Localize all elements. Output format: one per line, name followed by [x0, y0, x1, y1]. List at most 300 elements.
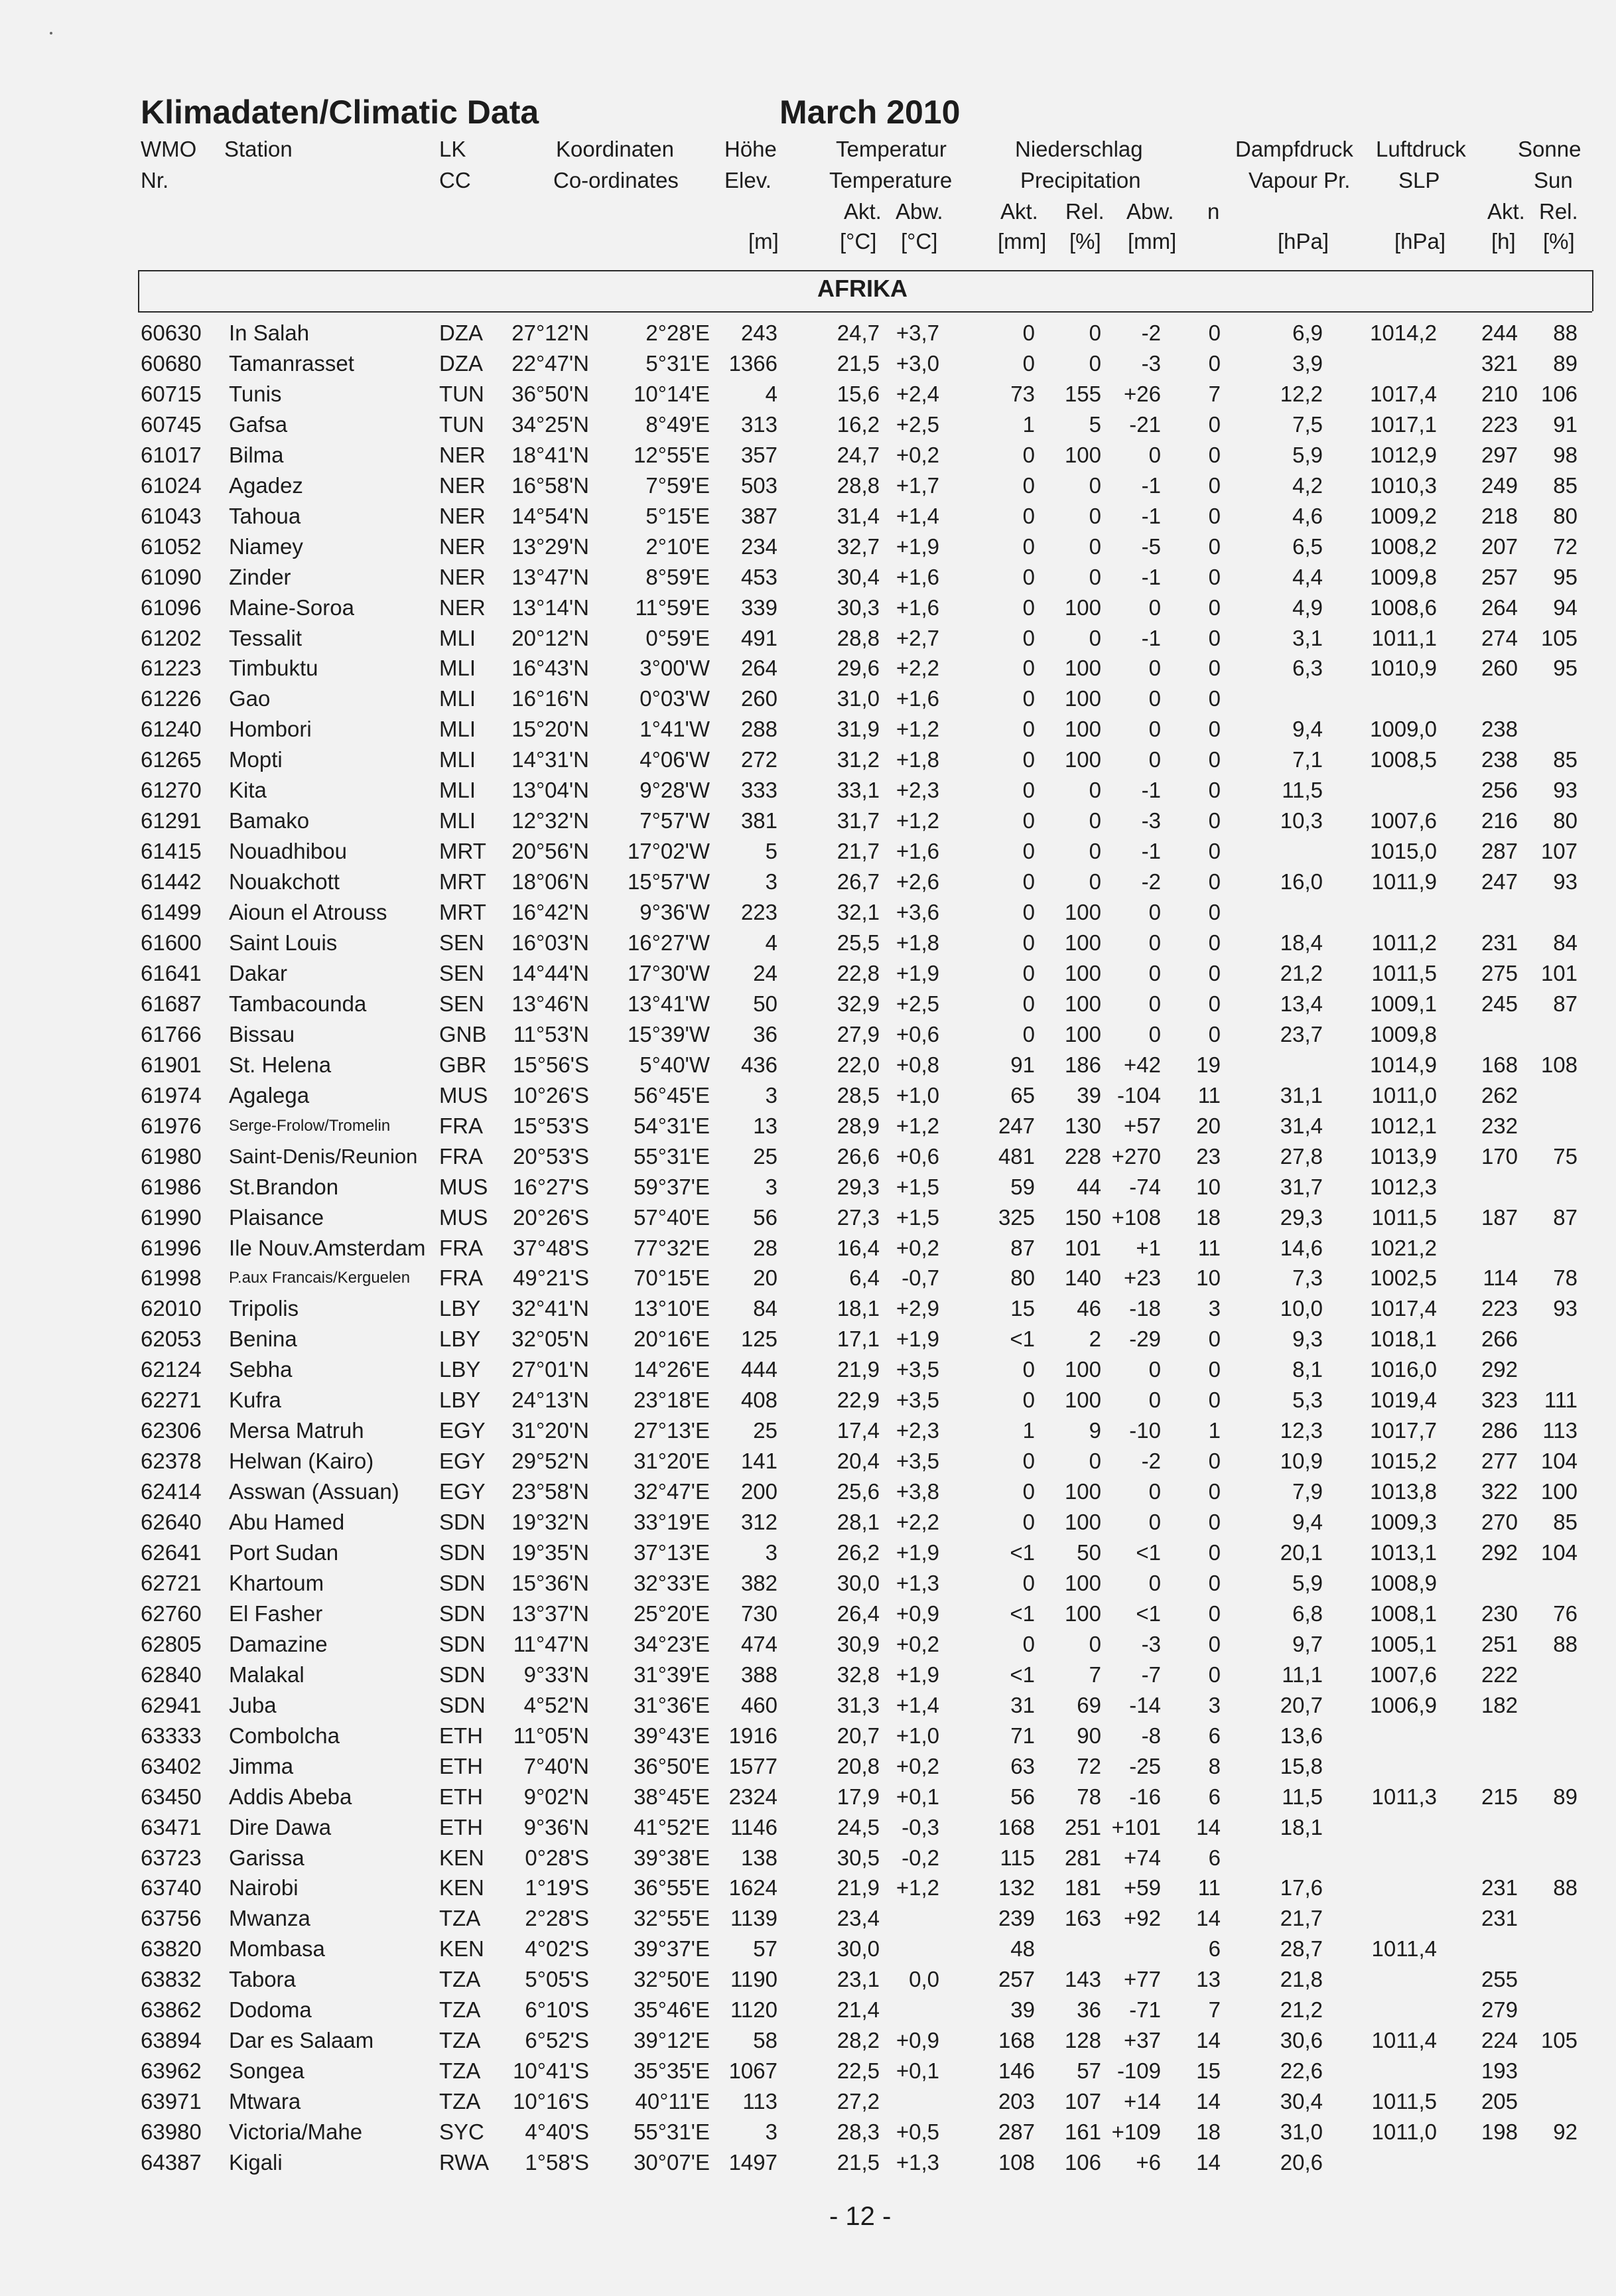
cell-n: 23: [1196, 1144, 1221, 1169]
cell-cc: NER: [439, 443, 486, 467]
cell-pdev: -21: [1129, 412, 1161, 437]
cell-temp: 32,8: [837, 1662, 880, 1687]
cell-cc: SDN: [439, 1510, 486, 1534]
cell-elev: 333: [740, 778, 777, 802]
cell-sunrel: 105: [1540, 626, 1578, 650]
cell-lon: 1°41'W: [640, 717, 710, 741]
cell-slp: 1013,9: [1370, 1144, 1437, 1169]
cell-n: 7: [1208, 1997, 1221, 2022]
cell-wmo: 63471: [141, 1815, 202, 1839]
cell-cc: TZA: [439, 2089, 481, 2114]
cell-slp: 1010,3: [1370, 473, 1437, 498]
cell-lon: 7°57'W: [640, 808, 710, 833]
cell-vp: 21,8: [1280, 1967, 1323, 1991]
cell-station: Mersa Matruh: [229, 1418, 364, 1443]
cell-pdev: 0: [1148, 747, 1161, 772]
cell-cc: MRT: [439, 900, 486, 924]
cell-tdev: +1,2: [896, 1875, 939, 1900]
cell-lat: 16°03'N: [511, 930, 589, 955]
cell-tdev: +2,3: [896, 778, 939, 802]
cell-n: 18: [1196, 2119, 1221, 2144]
cell-elev: 20: [753, 1265, 777, 1290]
cell-slp: 1008,5: [1370, 747, 1437, 772]
cell-prec: 287: [998, 2119, 1035, 2144]
cell-prec: 108: [998, 2150, 1035, 2175]
cell-n: 0: [1208, 1510, 1221, 1534]
cell-sun: 238: [1481, 717, 1518, 741]
cell-sunrel: 104: [1540, 1449, 1578, 1473]
cell-temp: 22,9: [837, 1388, 880, 1412]
cell-cc: FRA: [439, 1113, 483, 1138]
cell-lat: 14°54'N: [511, 504, 589, 528]
cell-lon: 32°33'E: [634, 1571, 710, 1595]
cell-wmo: 61998: [141, 1265, 202, 1290]
cell-sunrel: 108: [1540, 1052, 1578, 1077]
cell-station: Serge-Frolow/Tromelin: [229, 1117, 391, 1135]
cell-prec: 31: [1010, 1693, 1035, 1717]
cell-lat: 11°05'N: [513, 1723, 589, 1748]
cell-vp: 29,3: [1280, 1205, 1323, 1230]
cell-rel: 7: [1089, 1662, 1101, 1687]
cell-lon: 56°45'E: [634, 1083, 710, 1108]
cell-elev: 1577: [728, 1754, 777, 1778]
cell-lon: 33°19'E: [634, 1510, 710, 1534]
cell-vp: 9,4: [1292, 1510, 1323, 1534]
cell-pdev: +23: [1124, 1265, 1161, 1290]
cell-sunrel: 95: [1553, 565, 1578, 589]
cell-elev: 288: [740, 717, 777, 741]
cell-elev: 339: [740, 595, 777, 620]
cell-sun: 264: [1481, 595, 1518, 620]
cell-wmo: 62010: [141, 1296, 202, 1321]
cell-pdev: +77: [1124, 1967, 1161, 1991]
cell-pdev: 0: [1148, 1571, 1161, 1595]
scan-speck: [50, 32, 52, 35]
cell-cc: MLI: [439, 778, 476, 802]
cell-slp: 1013,8: [1370, 1479, 1437, 1504]
cell-wmo: 61990: [141, 1205, 202, 1230]
cell-lat: 13°46'N: [511, 991, 589, 1016]
cell-elev: 125: [740, 1327, 777, 1351]
cell-rel: 100: [1064, 1601, 1101, 1626]
cell-rel: 128: [1064, 2028, 1101, 2052]
header-vapour: Vapour Pr.: [1248, 168, 1351, 192]
cell-n: 0: [1208, 1449, 1221, 1473]
cell-temp: 30,0: [837, 1571, 880, 1595]
cell-elev: 25: [753, 1144, 777, 1169]
cell-vp: 7,1: [1292, 747, 1323, 772]
cell-wmo: 63832: [141, 1967, 202, 1991]
cell-sunrel: 87: [1553, 991, 1578, 1016]
cell-prec: 0: [1022, 321, 1035, 345]
cell-n: 14: [1196, 1906, 1221, 1930]
cell-tdev: +0,6: [896, 1022, 939, 1046]
cell-temp: 20,8: [837, 1754, 880, 1778]
cell-slp: 1015,0: [1370, 839, 1437, 863]
cell-temp: 31,9: [837, 717, 880, 741]
cell-slp: 1012,3: [1370, 1175, 1437, 1199]
cell-tdev: +2,2: [896, 656, 939, 680]
cell-vp: 5,3: [1292, 1388, 1323, 1412]
header-sun-akt: Akt.: [1487, 199, 1525, 224]
cell-tdev: +3,7: [896, 321, 939, 345]
cell-pdev: 0: [1148, 900, 1161, 924]
cell-sun: 231: [1481, 1906, 1518, 1930]
cell-lon: 32°47'E: [634, 1479, 710, 1504]
cell-slp: 1008,1: [1370, 1601, 1437, 1626]
cell-n: 0: [1208, 626, 1221, 650]
cell-elev: 24: [753, 961, 777, 985]
cell-prec: 146: [998, 2058, 1035, 2083]
cell-n: 14: [1196, 1815, 1221, 1839]
cell-slp: 1018,1: [1370, 1327, 1437, 1351]
cell-tdev: +1,9: [896, 961, 939, 985]
cell-wmo: 63402: [141, 1754, 202, 1778]
cell-tdev: -0,2: [902, 1845, 939, 1870]
cell-wmo: 62306: [141, 1418, 202, 1443]
cell-prec: 0: [1022, 626, 1035, 650]
cell-cc: LBY: [439, 1357, 481, 1382]
cell-slp: 1012,9: [1370, 443, 1437, 467]
cell-lon: 5°40'W: [640, 1052, 710, 1077]
cell-sun: 255: [1481, 1967, 1518, 1991]
cell-temp: 28,8: [837, 473, 880, 498]
cell-temp: 21,9: [837, 1875, 880, 1900]
cell-lat: 13°14'N: [511, 595, 589, 620]
cell-temp: 32,1: [837, 900, 880, 924]
cell-slp: 1011,0: [1371, 2119, 1437, 2144]
cell-elev: 36: [753, 1022, 777, 1046]
cell-pdev: +14: [1124, 2089, 1161, 2114]
cell-slp: 1002,5: [1370, 1265, 1437, 1290]
cell-prec: 325: [998, 1205, 1035, 1230]
cell-lat: 10°41'S: [513, 2058, 589, 2083]
cell-lat: 29°52'N: [511, 1449, 589, 1473]
cell-prec: 73: [1010, 382, 1035, 406]
cell-slp: 1011,2: [1371, 930, 1437, 955]
cell-wmo: 61901: [141, 1052, 202, 1077]
cell-pdev: -109: [1116, 2058, 1161, 2083]
cell-wmo: 60715: [141, 382, 202, 406]
cell-prec: 63: [1010, 1754, 1035, 1778]
cell-lat: 9°33'N: [523, 1662, 589, 1687]
cell-n: 0: [1208, 869, 1221, 894]
cell-temp: 22,5: [837, 2058, 880, 2083]
cell-sun: 168: [1481, 1052, 1518, 1077]
cell-elev: 5: [765, 839, 777, 863]
cell-prec: 257: [998, 1967, 1035, 1991]
cell-pdev: <1: [1136, 1601, 1161, 1626]
cell-temp: 26,4: [837, 1601, 880, 1626]
cell-station: Malakal: [229, 1662, 304, 1687]
cell-pdev: +57: [1124, 1113, 1161, 1138]
cell-station: Bamako: [229, 808, 310, 833]
cell-temp: 27,9: [837, 1022, 880, 1046]
cell-lat: 15°56'S: [513, 1052, 589, 1077]
cell-rel: 90: [1077, 1723, 1101, 1748]
cell-tdev: +0,9: [896, 2028, 939, 2052]
cell-tdev: +1,6: [896, 839, 939, 863]
cell-lon: 31°36'E: [634, 1693, 710, 1717]
cell-tdev: +0,2: [896, 1236, 939, 1260]
cell-rel: 0: [1089, 869, 1101, 894]
cell-station: Zinder: [229, 565, 291, 589]
cell-lon: 0°03'W: [640, 686, 710, 711]
cell-prec: 39: [1010, 1997, 1035, 2022]
cell-tdev: +1,4: [896, 1693, 939, 1717]
cell-prec: 0: [1022, 1357, 1035, 1382]
cell-lon: 14°26'E: [634, 1357, 710, 1382]
cell-wmo: 63962: [141, 2058, 202, 2083]
cell-elev: 1146: [730, 1815, 777, 1839]
cell-lat: 9°36'N: [523, 1815, 589, 1839]
cell-elev: 223: [740, 900, 777, 924]
cell-sunrel: 85: [1553, 473, 1578, 498]
cell-vp: 9,3: [1292, 1327, 1323, 1351]
cell-lon: 57°40'E: [634, 1205, 710, 1230]
cell-lat: 4°52'N: [523, 1693, 589, 1717]
cell-rel: 0: [1089, 808, 1101, 833]
cell-n: 0: [1208, 717, 1221, 741]
cell-station: Tabora: [229, 1967, 296, 1991]
cell-station: Hombori: [229, 717, 312, 741]
cell-vp: 13,4: [1280, 991, 1323, 1016]
cell-n: 0: [1208, 1388, 1221, 1412]
cell-rel: 107: [1064, 2089, 1101, 2114]
cell-lon: 16°27'W: [627, 930, 710, 955]
cell-lat: 27°12'N: [511, 321, 589, 345]
cell-prec: 1: [1022, 1418, 1035, 1443]
cell-slp: 1013,1: [1370, 1540, 1437, 1565]
cell-station: Kigali: [229, 2150, 283, 2175]
cell-tdev: -0,7: [902, 1265, 939, 1290]
cell-cc: MRT: [439, 839, 486, 863]
cell-sun: 257: [1481, 565, 1518, 589]
cell-n: 0: [1208, 1571, 1221, 1595]
cell-rel: 106: [1064, 2150, 1101, 2175]
cell-temp: 21,4: [837, 1997, 880, 2022]
cell-cc: ETH: [439, 1723, 483, 1748]
cell-sunrel: 111: [1544, 1388, 1578, 1412]
cell-elev: 272: [740, 747, 777, 772]
cell-wmo: 61766: [141, 1022, 202, 1046]
cell-wmo: 61223: [141, 656, 202, 680]
cell-pdev: -104: [1116, 1083, 1161, 1108]
cell-cc: SDN: [439, 1662, 486, 1687]
cell-vp: 4,2: [1292, 473, 1323, 498]
cell-sun: 216: [1481, 808, 1518, 833]
cell-cc: TZA: [439, 2028, 481, 2052]
cell-tdev: +0,2: [896, 443, 939, 467]
cell-station: El Fasher: [229, 1601, 323, 1626]
cell-slp: 1009,0: [1370, 717, 1437, 741]
cell-lat: 14°31'N: [511, 747, 589, 772]
cell-temp: 24,5: [837, 1815, 880, 1839]
cell-prec: 0: [1022, 443, 1035, 467]
cell-tdev: +3,6: [896, 900, 939, 924]
cell-prec: 0: [1022, 961, 1035, 985]
cell-station: Timbuktu: [229, 656, 318, 680]
cell-elev: 460: [740, 1693, 777, 1717]
cell-lon: 23°18'E: [634, 1388, 710, 1412]
cell-rel: 101: [1064, 1236, 1101, 1260]
cell-lat: 32°41'N: [511, 1296, 589, 1321]
cell-sunrel: 113: [1542, 1418, 1578, 1443]
cell-tdev: +1,3: [896, 2150, 939, 2175]
cell-temp: 31,2: [837, 747, 880, 772]
cell-lon: 70°15'E: [634, 1265, 710, 1290]
cell-sunrel: 72: [1553, 534, 1578, 559]
cell-sun: 249: [1481, 473, 1518, 498]
cell-lon: 8°49'E: [645, 412, 710, 437]
cell-tdev: +2,7: [896, 626, 939, 650]
cell-sunrel: 89: [1553, 1784, 1578, 1809]
cell-temp: 28,3: [837, 2119, 880, 2144]
cell-pdev: -3: [1141, 351, 1161, 376]
cell-lat: 13°37'N: [511, 1601, 589, 1626]
cell-pdev: -16: [1129, 1784, 1161, 1809]
cell-lat: 6°10'S: [525, 1997, 589, 2022]
cell-rel: 100: [1064, 656, 1101, 680]
cell-station: Khartoum: [229, 1571, 324, 1595]
cell-rel: 36: [1077, 1997, 1101, 2022]
cell-prec: 0: [1022, 595, 1035, 620]
cell-elev: 730: [740, 1601, 777, 1626]
cell-elev: 200: [740, 1479, 777, 1504]
cell-cc: TZA: [439, 1997, 481, 2022]
cell-wmo: 61240: [141, 717, 202, 741]
cell-n: 11: [1197, 1083, 1221, 1108]
cell-cc: SDN: [439, 1693, 486, 1717]
cell-sunrel: 78: [1553, 1265, 1578, 1290]
cell-lon: 39°38'E: [634, 1845, 710, 1870]
cell-rel: 100: [1064, 443, 1101, 467]
cell-prec: 0: [1022, 930, 1035, 955]
cell-elev: 387: [740, 504, 777, 528]
cell-n: 0: [1208, 808, 1221, 833]
cell-temp: 32,9: [837, 991, 880, 1016]
cell-lat: 9°02'N: [523, 1784, 589, 1809]
cell-rel: 130: [1064, 1113, 1101, 1138]
cell-tdev: +1,8: [896, 747, 939, 772]
cell-lat: 49°21'S: [513, 1265, 589, 1290]
cell-wmo: 62721: [141, 1571, 202, 1595]
cell-n: 14: [1196, 2028, 1221, 2052]
cell-lat: 16°43'N: [511, 656, 589, 680]
cell-temp: 21,5: [837, 351, 880, 376]
cell-station: St.Brandon: [229, 1175, 339, 1199]
cell-cc: LBY: [439, 1388, 481, 1412]
cell-slp: 1009,1: [1370, 991, 1437, 1016]
cell-sun: 205: [1481, 2089, 1518, 2114]
cell-vp: 31,0: [1280, 2119, 1323, 2144]
cell-n: 3: [1208, 1296, 1221, 1321]
cell-elev: 453: [740, 565, 777, 589]
cell-lon: 31°20'E: [634, 1449, 710, 1473]
cell-wmo: 61052: [141, 534, 202, 559]
cell-wmo: 61442: [141, 869, 202, 894]
cell-rel: 0: [1089, 351, 1101, 376]
cell-tdev: +1,9: [896, 1662, 939, 1687]
cell-station: Kufra: [229, 1388, 281, 1412]
cell-wmo: 63333: [141, 1723, 202, 1748]
cell-n: 8: [1208, 1754, 1221, 1778]
cell-lat: 5°05'S: [525, 1967, 589, 1991]
cell-sun: 245: [1481, 991, 1518, 1016]
cell-wmo: 63756: [141, 1906, 202, 1930]
cell-cc: GNB: [439, 1022, 487, 1046]
cell-lat: 20°26'S: [513, 1205, 589, 1230]
cell-station: Addis Abeba: [229, 1784, 352, 1809]
cell-station: Helwan (Kairo): [229, 1449, 374, 1473]
cell-lon: 40°11'E: [635, 2089, 710, 2114]
header-coordinates: Co-ordinates: [553, 168, 679, 192]
cell-pdev: 0: [1148, 656, 1161, 680]
cell-elev: 1366: [728, 351, 777, 376]
cell-prec: 15: [1010, 1296, 1035, 1321]
header-prec-akt: Akt.: [1000, 199, 1038, 224]
cell-wmo: 61687: [141, 991, 202, 1016]
header-nr: Nr.: [141, 168, 169, 192]
cell-prec: 0: [1022, 1510, 1035, 1534]
cell-cc: NER: [439, 565, 486, 589]
cell-lon: 0°59'E: [645, 626, 710, 650]
cell-rel: 100: [1064, 717, 1101, 741]
cell-pdev: -3: [1141, 808, 1161, 833]
cell-wmo: 62760: [141, 1601, 202, 1626]
cell-sun: 223: [1481, 412, 1518, 437]
header-niederschlag: Niederschlag: [1015, 137, 1143, 161]
cell-rel: 0: [1089, 534, 1101, 559]
cell-n: 1: [1208, 1418, 1221, 1443]
cell-temp: 24,7: [837, 321, 880, 345]
cell-lon: 77°32'E: [634, 1236, 710, 1260]
section-divider: [138, 311, 1592, 313]
cell-rel: 140: [1064, 1265, 1101, 1290]
cell-cc: MLI: [439, 686, 476, 711]
cell-elev: 113: [742, 2089, 777, 2114]
cell-wmo: 61600: [141, 930, 202, 955]
cell-elev: 382: [740, 1571, 777, 1595]
cell-station: Tripolis: [229, 1296, 299, 1321]
cell-n: 14: [1196, 2150, 1221, 2175]
cell-sunrel: 95: [1553, 656, 1578, 680]
cell-lon: 2°28'E: [645, 321, 710, 345]
cell-slp: 1007,6: [1370, 808, 1437, 833]
cell-elev: 138: [740, 1845, 777, 1870]
cell-tdev: +2,5: [896, 991, 939, 1016]
cell-temp: 26,2: [837, 1540, 880, 1565]
cell-n: 0: [1208, 504, 1221, 528]
cell-cc: KEN: [439, 1875, 484, 1900]
cell-sun: 232: [1481, 1113, 1518, 1138]
cell-temp: 26,6: [837, 1144, 880, 1169]
cell-cc: NER: [439, 473, 486, 498]
cell-rel: 78: [1077, 1784, 1101, 1809]
cell-n: 19: [1196, 1052, 1221, 1077]
header-hoehe: Höhe: [724, 137, 777, 161]
cell-station: Agadez: [229, 473, 303, 498]
cell-vp: 28,7: [1280, 1936, 1323, 1961]
cell-lat: 20°56'N: [511, 839, 589, 863]
cell-sunrel: 84: [1553, 930, 1578, 955]
cell-pdev: +270: [1111, 1144, 1161, 1169]
cell-cc: ETH: [439, 1784, 483, 1809]
cell-sunrel: 88: [1553, 321, 1578, 345]
cell-elev: 313: [740, 412, 777, 437]
cell-station: Gao: [229, 686, 271, 711]
cell-elev: 388: [740, 1662, 777, 1687]
